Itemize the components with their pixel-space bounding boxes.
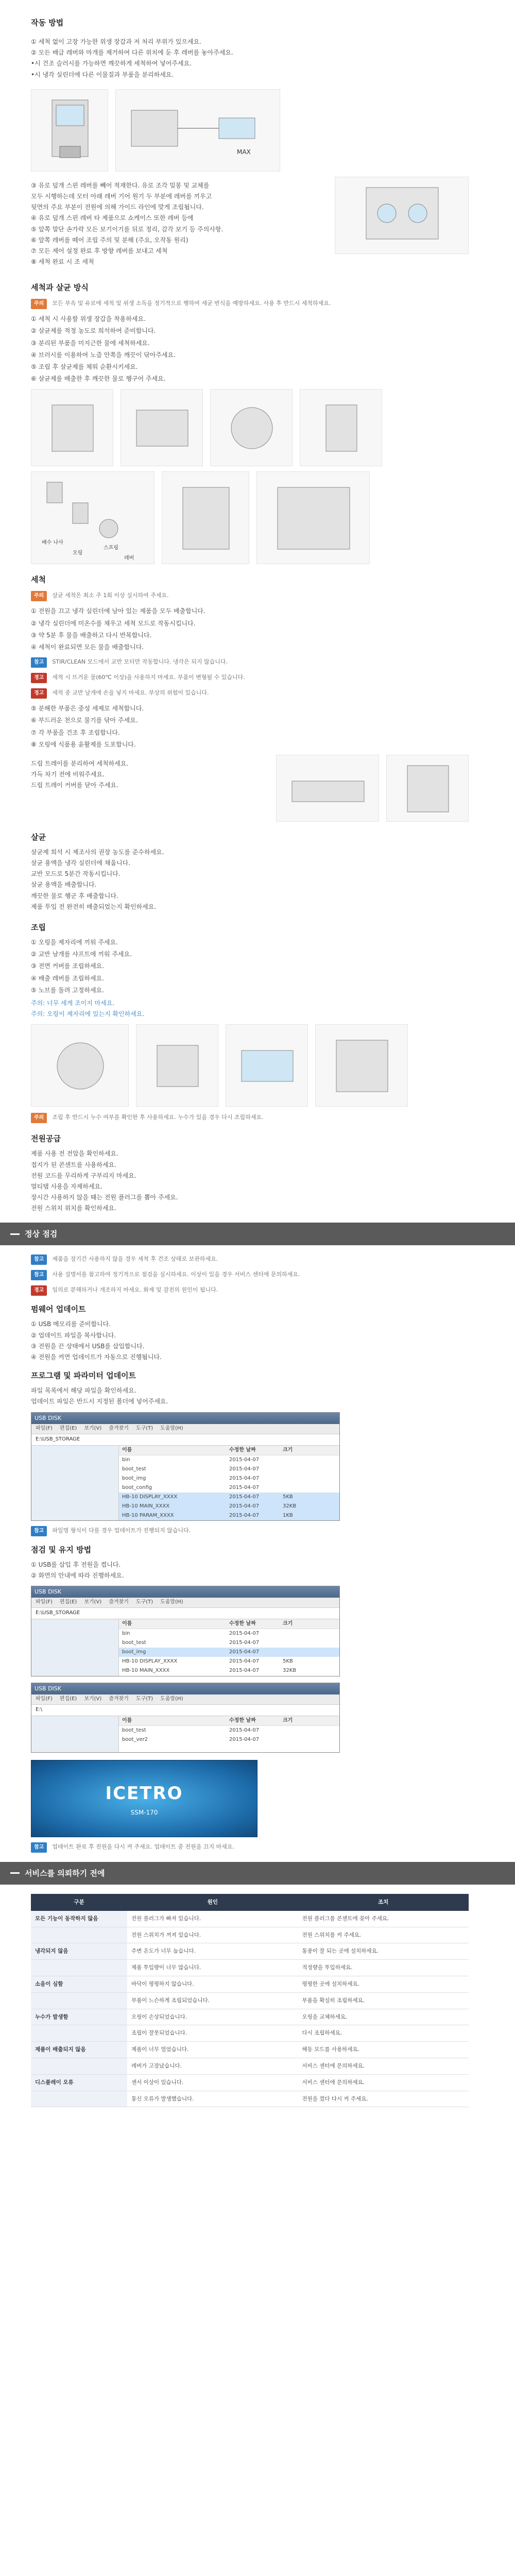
file-explorer-window bbox=[31, 1586, 340, 1676]
folder-sidebar bbox=[31, 1716, 119, 1752]
assembly-steps bbox=[31, 938, 469, 995]
operation-step: •시 건조 슬러시를 가능하면 깨끗하게 세척하여 넣어주세요. bbox=[31, 60, 192, 67]
cleaning-step: ⑥ 부드러운 천으로 물기를 닦아 주세요. bbox=[31, 717, 138, 724]
window-title-bar bbox=[31, 1413, 339, 1424]
assembly-illustration-1 bbox=[31, 1024, 129, 1107]
power-line: 장시간 사용하지 않을 때는 전원 플러그를 뽑아 주세요. bbox=[31, 1194, 178, 1201]
power-line: 접지가 된 콘센트를 사용하세요. bbox=[31, 1161, 116, 1168]
warning-text: 세척 시 뜨거운 물(60℃ 이상)을 사용하지 마세요. 부품이 변형될 수 있습니다. bbox=[52, 674, 245, 681]
column-header: 구분 bbox=[31, 1894, 127, 1911]
drip-tray-note: 드립 트레이를 분리하여 세척하세요. bbox=[31, 759, 129, 767]
cleaning-step: ④ 세척이 완료되면 모든 물을 배출합니다. bbox=[31, 643, 144, 651]
file-row-selected[interactable]: HB-10 PARAM_XXXX 2015-04-07 1KB bbox=[119, 1511, 339, 1520]
section-sanitize bbox=[31, 831, 469, 912]
menu-item[interactable]: 편집(E) bbox=[59, 1696, 77, 1702]
table-row: 제품 투입량이 너무 많습니다. 적정량을 투입하세요. bbox=[31, 1960, 469, 1976]
column-header[interactable]: 수정한 날짜 bbox=[229, 1717, 256, 1723]
sanitize-line: 살균 용액을 냉각 실린더에 채웁니다. bbox=[31, 859, 130, 867]
window-title: USB DISK bbox=[35, 1588, 61, 1596]
window-title-bar bbox=[31, 1683, 339, 1694]
window-title-bar bbox=[31, 1586, 339, 1598]
brand-logo: ICETRO bbox=[105, 1783, 183, 1804]
column-header[interactable]: 크기 bbox=[283, 1717, 293, 1723]
part-label: 스프링 bbox=[104, 545, 118, 551]
info-callout bbox=[31, 1842, 469, 1853]
firmware-step: ③ 전원을 끈 상태에서 USB를 삽입합니다. bbox=[31, 1342, 145, 1350]
dash-icon bbox=[10, 1872, 20, 1874]
window-menu-bar bbox=[31, 1598, 339, 1608]
sanitize-line: 교반 모드로 5분간 작동시킵니다. bbox=[31, 870, 121, 878]
file-list-header bbox=[119, 1446, 339, 1455]
menu-item[interactable]: 도움말(H) bbox=[160, 1426, 183, 1432]
address-bar[interactable] bbox=[31, 1608, 339, 1619]
column-header[interactable]: 수정한 날짜 bbox=[229, 1447, 256, 1453]
column-header[interactable]: 수정한 날짜 bbox=[229, 1620, 256, 1626]
divider-title: 서비스를 의뢰하기 전에 bbox=[25, 1868, 105, 1878]
section-power bbox=[31, 1132, 469, 1213]
file-row-selected[interactable]: HB-10 MAIN_XXXX 2015-04-07 32KB bbox=[119, 1502, 339, 1511]
sanitize-line: 살균제 희석 시 제조사의 권장 농도를 준수하세요. bbox=[31, 848, 164, 856]
table-row: 전원 스위치가 꺼져 있습니다. 전원 스위치를 켜 주세요. bbox=[31, 1927, 469, 1943]
section-title: 세척과 살균 방식 bbox=[31, 283, 89, 293]
file-row-selected[interactable]: boot_img 2015-04-07 bbox=[119, 1648, 339, 1657]
table-row: 제품이 배출되지 않음 제품이 너무 얼었습니다. 해동 모드를 사용하세요. bbox=[31, 2042, 469, 2058]
menu-item[interactable]: 편집(E) bbox=[59, 1599, 77, 1605]
window-menu-bar bbox=[31, 1424, 339, 1434]
exploded-drawing bbox=[31, 472, 155, 565]
file-row[interactable]: boot_ver2 2015-04-07 bbox=[122, 1736, 260, 1742]
part-label: 배수 나사 bbox=[42, 540, 63, 546]
warning-tag: 경고 bbox=[31, 1285, 47, 1296]
menu-item[interactable]: 보기(V) bbox=[84, 1599, 102, 1605]
warning-tag: 경고 bbox=[31, 673, 47, 683]
operation-step: •시 냉각 실린더에 다른 이물질과 부품을 분리하세요. bbox=[31, 71, 174, 78]
file-row[interactable]: boot_config 2015-04-07 bbox=[122, 1484, 260, 1490]
warning-text: 임의로 분해하거나 개조하지 마세요. 화재 및 감전의 원인이 됩니다. bbox=[52, 1286, 218, 1294]
section-maintenance bbox=[31, 1544, 469, 1853]
boot-screen-logo bbox=[31, 1760, 258, 1837]
firmware-step: ④ 전원을 켜면 업데이트가 자동으로 진행됩니다. bbox=[31, 1353, 162, 1361]
window-title: USB DISK bbox=[35, 1414, 61, 1421]
power-line: 전원 코드를 무리하게 구부리지 마세요. bbox=[31, 1172, 136, 1179]
menu-item[interactable]: 즐겨찾기 bbox=[109, 1696, 129, 1702]
operation-step: ③ 유로 덮개 스핀 레버를 빼어 적재한다. 유로 조각 밀봉 및 교체를 bbox=[31, 181, 210, 189]
drip-tray-note: 가득 차기 전에 비워주세요. bbox=[31, 771, 105, 778]
note-text: 조립 후 반드시 누수 여부를 확인한 후 사용하세요. 누수가 있을 경우 다시 조립하세요. bbox=[52, 1114, 264, 1121]
menu-item[interactable]: 파일(F) bbox=[36, 1599, 53, 1605]
table-row: 냉각되지 않음 주변 온도가 너무 높습니다. 통풍이 잘 되는 곳에 설치하세요. bbox=[31, 1943, 469, 1960]
window-title: USB DISK bbox=[35, 1685, 61, 1692]
table-row: 조립이 잘못되었습니다. 다시 조립하세요. bbox=[31, 2025, 469, 2042]
machine-front-illustration bbox=[335, 177, 469, 254]
file-row[interactable]: bin 2015-04-07 bbox=[122, 1456, 260, 1463]
operation-step: ⑧ 세척 완료 시 조 세척 bbox=[31, 258, 94, 266]
address-bar[interactable] bbox=[31, 1434, 339, 1446]
operation-step: ④ 유로 덮개 스핀 레버 타 제품으로 쇼케이스 또한 레버 등에 bbox=[31, 214, 194, 222]
maintenance-steps bbox=[31, 1560, 469, 1581]
info-tag: 참고 bbox=[31, 1526, 47, 1536]
troubleshooting-table bbox=[31, 1894, 469, 2107]
note-tag: 주의 bbox=[31, 299, 47, 309]
cleaning-steps-2 bbox=[31, 704, 469, 750]
window-menu-bar bbox=[31, 1694, 339, 1705]
firmware-steps bbox=[31, 1319, 469, 1362]
info-tag: 참고 bbox=[31, 1255, 47, 1265]
menu-item[interactable]: 도움말(H) bbox=[160, 1599, 183, 1605]
power-line: 전원 스위치 위치를 확인하세요. bbox=[31, 1205, 116, 1212]
file-list bbox=[119, 1619, 339, 1676]
table-row: 부품이 느슨하게 조립되었습니다. 부품을 확실히 조립하세요. bbox=[31, 1992, 469, 2009]
section-title: 작동 방법 bbox=[31, 18, 64, 27]
program-update-line: 업데이트 파일은 반드시 지정된 폴더에 넣어주세요. bbox=[31, 1398, 168, 1405]
menu-item[interactable]: 도구(T) bbox=[135, 1426, 153, 1432]
info-text: 제품을 장기간 사용하지 않을 경우 세척 후 건조 상태로 보관하세요. bbox=[52, 1256, 218, 1263]
note-text: 모든 부속 및 유로에 세척 및 위생 소독을 정기적으로 행하여 세균 번식을 예방하세요. 사용 후 반드시 세척하세요. bbox=[52, 300, 331, 307]
menu-item[interactable]: 보기(V) bbox=[84, 1426, 102, 1432]
cleaning-step: ⑦ 각 부품을 건조 후 조립합니다. bbox=[31, 728, 120, 736]
sanitize-line: 살균 용액을 배출합니다. bbox=[31, 881, 97, 889]
menu-item[interactable]: 보기(V) bbox=[84, 1696, 102, 1702]
operation-step: ⑦ 모든 제어 설정 완료 후 방향 레버를 보내고 세척 bbox=[31, 247, 168, 255]
column-header[interactable]: 크기 bbox=[283, 1447, 293, 1453]
file-row[interactable]: boot_test 2015-04-07 bbox=[122, 1727, 260, 1733]
info-text: 사용 설명서를 참고하여 정기적으로 점검을 실시하세요. 이상이 있을 경우 서비스 센터에 문의하세요. bbox=[52, 1271, 300, 1278]
section-inspection-notes bbox=[31, 1255, 469, 1296]
model-label: SSM-170 bbox=[130, 1808, 158, 1816]
maintenance-step: ② 화면의 안내에 따라 진행하세요. bbox=[31, 1571, 124, 1579]
section-program-update bbox=[31, 1369, 469, 1536]
firmware-step: ② 업데이트 파일을 복사합니다. bbox=[31, 1331, 116, 1339]
info-tag: 참고 bbox=[31, 657, 47, 668]
machine-drawing bbox=[31, 90, 109, 172]
operation-steps bbox=[31, 36, 469, 81]
drip-tray-illustration bbox=[276, 755, 379, 822]
column-header[interactable]: 이름 bbox=[122, 1620, 132, 1626]
section-operation bbox=[31, 0, 469, 273]
program-update-line: 파일 목록에서 해당 파일을 확인하세요. bbox=[31, 1387, 136, 1395]
column-header: 조치 bbox=[298, 1894, 469, 1911]
folder-sidebar bbox=[31, 1619, 119, 1676]
file-explorer-window bbox=[31, 1412, 340, 1521]
assembly-highlight: 주의: 오링이 제자리에 있는지 확인하세요. bbox=[31, 1010, 145, 1018]
sanitize-line: 깨끗한 물로 헹군 후 배출합니다. bbox=[31, 892, 118, 900]
sanitize-line: 제품 투입 전 완전히 배출되었는지 확인하세요. bbox=[31, 903, 157, 910]
menu-item[interactable]: 편집(E) bbox=[59, 1426, 77, 1432]
power-line: 제품 사용 전 전압을 확인하세요. bbox=[31, 1150, 118, 1158]
operation-step: ⑤ 앞쪽 말단 손가락 모든 보기이기를 뒤로 정리, 감각 보기 등 주의사항. bbox=[31, 225, 224, 233]
operation-step: 모두 시행하는데 모터 아래 레버 기어 원기 두 부분에 레버를 끼우고 bbox=[31, 192, 212, 200]
info-text: STIR/CLEAN 모드에서 교반 모터만 작동합니다. 냉각은 되지 않습니다. bbox=[52, 658, 228, 666]
section-title: 살균 bbox=[31, 832, 46, 842]
column-header[interactable]: 이름 bbox=[122, 1447, 132, 1453]
section-title: 전원공급 bbox=[31, 1134, 61, 1144]
cleaning-steps bbox=[31, 606, 469, 652]
table-row: 소음이 심함 바닥이 평평하지 않습니다. 평평한 곳에 설치하세요. bbox=[31, 1976, 469, 1992]
section-assembly bbox=[31, 921, 469, 1123]
section-title: 프로그램 및 파라미터 업데이트 bbox=[31, 1371, 136, 1381]
address-text: E:\USB_STORAGE bbox=[36, 1610, 80, 1616]
section-cleaning bbox=[31, 573, 469, 822]
info-callout bbox=[31, 1255, 469, 1265]
assembly-step: ② 교반 날개를 샤프트에 끼워 주세요. bbox=[31, 951, 132, 958]
cleaning-step: ① 전원을 끄고 냉각 실린더에 남아 있는 제품을 모두 배출합니다. bbox=[31, 607, 205, 615]
warning-callout bbox=[31, 673, 469, 683]
note-tag: 주의 bbox=[31, 1113, 47, 1123]
machine-side-illustration bbox=[256, 471, 370, 564]
note-tag: 주의 bbox=[31, 591, 47, 601]
operation-step: 뒷면의 주요 부분이 전원에 의해 가이드 라인에 맞게 조립됩니다. bbox=[31, 204, 204, 211]
machine-parts-illustration bbox=[115, 89, 280, 172]
operation-steps-2 bbox=[31, 180, 328, 268]
warning-callout bbox=[31, 1285, 469, 1296]
section-title: 점검 및 유지 방법 bbox=[31, 1545, 92, 1554]
file-list-header bbox=[119, 1619, 339, 1629]
assembly-illustration-2 bbox=[136, 1024, 218, 1107]
file-list bbox=[119, 1446, 339, 1520]
table-row: 모든 기능이 동작하지 않음 전원 플러그가 빠져 있습니다. 전원 플러그를 콘센트에 꽂아 주세요. bbox=[31, 1911, 469, 1927]
program-update-paragraphs bbox=[31, 1386, 469, 1406]
file-row[interactable]: boot_test 2015-04-07 bbox=[122, 1466, 260, 1472]
warning-text: 세척 중 교반 날개에 손을 넣지 마세요. 부상의 위험이 있습니다. bbox=[52, 689, 209, 697]
boot-screen bbox=[31, 1760, 469, 1837]
cleaning-step: ⑤ 분해한 부품은 중성 세제로 세척합니다. bbox=[31, 705, 144, 713]
sanitize-step: ⑥ 살균제를 배출한 후 깨끗한 물로 헹구어 주세요. bbox=[31, 375, 166, 383]
assembly-highlight: 주의: 너무 세게 조이지 마세요. bbox=[31, 999, 115, 1007]
address-text: E:\ bbox=[36, 1707, 43, 1713]
sanitize-step: ④ 브러시를 이용하여 노즐 안쪽을 깨끗이 닦아주세요. bbox=[31, 351, 176, 359]
file-explorer-window bbox=[31, 1683, 340, 1753]
menu-item[interactable]: 즐겨찾기 bbox=[109, 1599, 129, 1605]
info-callout bbox=[31, 1270, 469, 1280]
file-row[interactable]: HB-10 DISPLAY_XXXX 2015-04-07 5KB bbox=[122, 1658, 293, 1664]
machine-small-illustration bbox=[386, 755, 469, 822]
assembly-step: ④ 배출 레버를 조립하세요. bbox=[31, 974, 104, 982]
info-text: 업데이트 완료 후 전원을 다시 켜 주세요. 업데이트 중 전원을 끄지 마세요. bbox=[52, 1843, 234, 1850]
file-row[interactable]: bin 2015-04-07 bbox=[122, 1630, 260, 1636]
maintenance-step: ① USB를 삽입 후 전원을 켭니다. bbox=[31, 1561, 121, 1568]
info-tag: 참고 bbox=[31, 1270, 47, 1280]
file-list bbox=[119, 1716, 339, 1752]
operation-step: ② 모든 배급 레버와 마개를 제거하여 다른 위치에 둔 후 레버를 놓아주세요. bbox=[31, 49, 233, 57]
table-header-row bbox=[31, 1894, 469, 1911]
parts-drawing bbox=[116, 90, 281, 172]
sanitize-step: ① 세척 시 사용할 위생 장갑을 착용하세요. bbox=[31, 315, 146, 323]
info-text: 파일명 형식이 다를 경우 업데이트가 진행되지 않습니다. bbox=[52, 1527, 191, 1534]
part-label: 레버 bbox=[124, 555, 134, 562]
file-row[interactable]: HB-10 MAIN_XXXX 2015-04-07 32KB bbox=[122, 1667, 297, 1673]
note-callout bbox=[31, 1113, 469, 1123]
cleaning-step: ② 냉각 실린더에 미온수를 채우고 세척 모드로 작동시킵니다. bbox=[31, 619, 196, 627]
machine-illustration bbox=[31, 89, 108, 172]
front-drawing bbox=[335, 177, 469, 255]
warning-tag: 경고 bbox=[31, 688, 47, 699]
table-row: 레버가 고장났습니다. 서비스 센터에 문의하세요. bbox=[31, 2058, 469, 2074]
info-callout bbox=[31, 1526, 469, 1536]
parts-exploded-illustration bbox=[31, 471, 154, 564]
disassembly-illustration-1 bbox=[31, 389, 113, 466]
section-divider-service bbox=[0, 1862, 515, 1885]
menu-item[interactable]: 도움말(H) bbox=[160, 1696, 183, 1702]
disassembly-illustration-2 bbox=[121, 389, 203, 466]
assembly-step: ① 오링을 제자리에 끼워 주세요. bbox=[31, 939, 118, 946]
sanitize-step: ③ 분리된 부품을 미지근한 물에 세척하세요. bbox=[31, 339, 150, 347]
section-title: 조립 bbox=[31, 923, 46, 932]
column-header[interactable]: 이름 bbox=[122, 1717, 132, 1723]
column-header[interactable]: 크기 bbox=[283, 1620, 293, 1626]
column-header: 원인 bbox=[127, 1894, 298, 1911]
section-title: 세척 bbox=[31, 575, 46, 585]
file-row-selected[interactable]: HB-10 DISPLAY_XXXX 2015-04-07 5KB bbox=[119, 1493, 339, 1502]
power-paragraphs bbox=[31, 1149, 469, 1213]
cylinder-illustration bbox=[162, 471, 249, 564]
menu-item[interactable]: 파일(F) bbox=[36, 1426, 53, 1432]
assembly-illustration-4 bbox=[315, 1024, 408, 1107]
file-list-header bbox=[119, 1716, 339, 1726]
section-divider-inspection bbox=[0, 1223, 515, 1245]
address-bar[interactable] bbox=[31, 1705, 339, 1716]
table-row: 누수가 발생함 오링이 손상되었습니다. 오링을 교체하세요. bbox=[31, 2009, 469, 2025]
warning-callout bbox=[31, 688, 469, 699]
assembly-step: ③ 전면 커버를 조립하세요. bbox=[31, 962, 104, 970]
dash-icon bbox=[10, 1233, 20, 1235]
table-row: 통신 오류가 발생했습니다. 전원을 껐다 다시 켜 주세요. bbox=[31, 2091, 469, 2107]
sanitize-paragraphs bbox=[31, 848, 469, 912]
section-clean-sanitize bbox=[31, 281, 469, 564]
assembly-illustration-3 bbox=[226, 1024, 308, 1107]
part-label: 오링 bbox=[73, 550, 83, 556]
divider-title: 정상 점검 bbox=[25, 1229, 58, 1239]
assembly-highlights bbox=[31, 998, 469, 1019]
menu-item[interactable]: 파일(F) bbox=[36, 1696, 53, 1702]
disassembly-illustration-3 bbox=[210, 389, 293, 466]
sanitize-step: ⑤ 조립 후 살균제를 채워 순환시키세요. bbox=[31, 363, 138, 370]
menu-item[interactable]: 도구(T) bbox=[135, 1599, 153, 1605]
file-row[interactable]: boot_img 2015-04-07 bbox=[122, 1475, 260, 1481]
assembly-step: ⑤ 노브를 돌려 고정하세요. bbox=[31, 986, 104, 994]
info-callout bbox=[31, 657, 469, 668]
sanitize-steps bbox=[31, 314, 469, 384]
max-label: MAX bbox=[237, 148, 251, 156]
section-title: 펌웨어 업데이트 bbox=[31, 1304, 86, 1314]
info-tag: 참고 bbox=[31, 1842, 47, 1853]
folder-sidebar bbox=[31, 1446, 119, 1520]
operation-step: ① 세척 없이 고장 가능한 위생 장갑과 저 처리 부위가 있으세요. bbox=[31, 38, 201, 45]
menu-item[interactable]: 즐겨찾기 bbox=[109, 1426, 129, 1432]
sanitize-step: ② 살균제를 적정 농도로 희석하여 준비합니다. bbox=[31, 327, 156, 335]
file-row[interactable]: boot_test 2015-04-07 bbox=[122, 1639, 260, 1646]
menu-item[interactable]: 도구(T) bbox=[135, 1696, 153, 1702]
cleaning-step: ⑧ 오링에 식품용 윤활제를 도포합니다. bbox=[31, 740, 136, 748]
operation-step: ⑥ 앞쪽 레버를 떼어 조립 주의 및 분해 (주요, 오작동 원리) bbox=[31, 236, 188, 244]
address-text: E:\USB_STORAGE bbox=[36, 1436, 80, 1443]
firmware-step: ① USB 메모리를 준비합니다. bbox=[31, 1320, 111, 1328]
note-callout bbox=[31, 299, 469, 309]
table-row: 디스플레이 오류 센서 이상이 있습니다. 서비스 센터에 문의하세요. bbox=[31, 2074, 469, 2091]
disassembly-illustration-4 bbox=[300, 389, 382, 466]
section-firmware bbox=[31, 1303, 469, 1362]
power-line: 멀티탭 사용을 자제하세요. bbox=[31, 1182, 102, 1190]
drip-tray-note: 드립 트레이 커버를 닫아 주세요. bbox=[31, 782, 118, 789]
cleaning-step: ③ 약 5분 후 물을 배출하고 다시 반복합니다. bbox=[31, 631, 152, 639]
note-text: 살균 세척은 최소 주 1회 이상 실시하여 주세요. bbox=[52, 592, 169, 599]
note-callout bbox=[31, 591, 469, 601]
drip-tray-notes bbox=[31, 758, 269, 792]
